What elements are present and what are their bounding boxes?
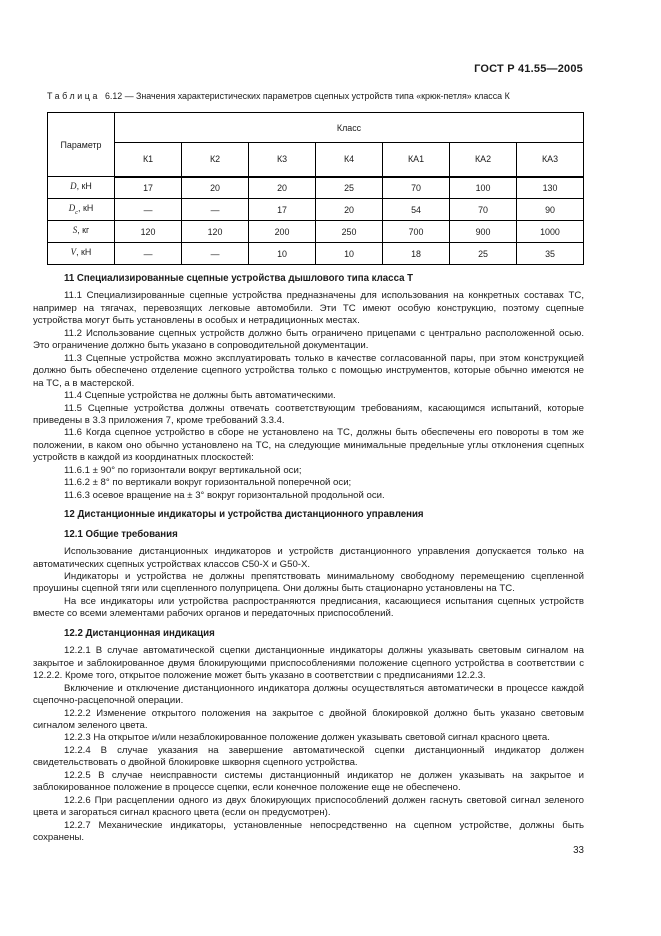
cell-value: 900: [450, 221, 517, 243]
cell-value: 1000: [517, 221, 584, 243]
param-unit: , кН: [76, 247, 92, 258]
param-symbol: V: [70, 247, 77, 258]
cell-value: 70: [383, 177, 450, 199]
cell-value: 120: [182, 221, 249, 243]
clause-11-6-2: 11.6.2 ± 8° по вертикали вокруг горизонтальной поперечной оси;: [64, 477, 352, 489]
clause-11-1: 11.1 Специализированные сцепные устройства предназначены для использования на конкретных составах ТС, например на тягачах, перевозящих легковые автомобили. Эти ТС имеют особую конструкцию, поэтому сцепные устройства могут быть установлены в особых и нетрадиционных местах.: [33, 290, 584, 327]
section-12-2-heading: 12.2 Дистанционная индикация: [64, 627, 215, 639]
cell-value: 200: [249, 221, 316, 243]
param-unit: , кН: [78, 203, 94, 214]
cell-value: 25: [316, 177, 383, 199]
param-symbol: S: [72, 225, 78, 236]
column-header-k1: К1: [115, 143, 182, 177]
cell-value: 17: [115, 177, 182, 199]
row-label-dc: [48, 199, 115, 221]
document-body: [33, 266, 584, 844]
table-header-row-classes: [48, 143, 584, 177]
clause-11-3: 11.3 Сцепные устройства можно эксплуатировать только в качестве согласованной пары, при этом конструкцией должно быть обеспечено отделение сцепного устройства только с помощью инструментов, которые обычно имеются не на ТС, а в мастерской.: [33, 352, 584, 389]
column-header-k2: К2: [182, 143, 249, 177]
clause-12-2-1: 12.2.1 В случае автоматической сцепки дистанционные индикаторы должны указывать световым сигналом на закрытое и заблокированное двумя блокирующими приспособлениями положение сцепного устройства в соответствии с 12.2.2. Кроме того, открытое положение может быть указано в соответствии с предписаниями 12.2.3.: [33, 645, 584, 682]
cell-value: 90: [517, 199, 584, 221]
column-header-class: Класс: [115, 113, 584, 143]
cell-value: 20: [316, 199, 383, 221]
clause-12-2-4: 12.2.4 В случае указания на завершение автоматической сцепки дистанционный индикатор должен свидетельствовать о двойной блокировке шкворня сцепного устройства.: [33, 744, 584, 769]
row-label-s: [48, 221, 115, 243]
column-header-ka3: КА3: [517, 143, 584, 177]
cell-value: —: [182, 243, 249, 265]
table-header-row-class: [48, 113, 584, 143]
cell-value: 54: [383, 199, 450, 221]
parameters-table: [47, 112, 584, 265]
cell-value: 250: [316, 221, 383, 243]
param-unit: , кН: [76, 181, 92, 192]
cell-value: 35: [517, 243, 584, 265]
table-caption: [47, 91, 584, 102]
section-12-1-heading: 12.1 Общие требования: [64, 528, 178, 540]
param-symbol: D: [70, 181, 77, 192]
clause-12-2-7: 12.2.7 Механические индикаторы, установленные непосредственно на сцепном устройстве, должны быть сохранены.: [33, 819, 584, 844]
clause-11-2: 11.2 Использование сцепных устройств должно быть ограничено прицепами с центрально расположенной осью. Это ограничение должно быть указано в сопроводительной документации.: [33, 327, 584, 352]
page-number: 33: [573, 845, 584, 856]
paragraph-12-1-a: Использование дистанционных индикаторов и устройств дистанционного управления допускается только на автоматических сцепных устройствах классов C50-X и G50-X.: [33, 546, 584, 570]
column-header-k4: К4: [316, 143, 383, 177]
column-header-k3: К3: [249, 143, 316, 177]
cell-value: 10: [316, 243, 383, 265]
clause-12-2-6: 12.2.6 При расцеплении одного из двух блокирующих приспособлений должен гаснуть световой сигнал зеленого цвета и загораться сигнал красного цвета (если он предусмотрен).: [33, 794, 584, 819]
cell-value: 18: [383, 243, 450, 265]
clause-11-4: 11.4 Сцепные устройства не должны быть автоматическими.: [64, 390, 336, 402]
table-row: [48, 177, 584, 199]
cell-value: 17: [249, 199, 316, 221]
table-caption-text: — Значения характеристических параметров сцепных устройств типа «крюк-петля» класса К: [124, 91, 510, 101]
clause-11-5: 11.5 Сцепные устройства должны отвечать соответствующим требованиям, касающимся испытаний, которые приведены в 3.3 приложения 7, кроме требований 3.3.4.: [33, 402, 584, 426]
clause-12-2-2: 12.2.2 Изменение открытого положения на закрытое с двойной блокировкой должно быть указано световым сигналом зеленого цвета.: [33, 707, 584, 731]
cell-value: 10: [249, 243, 316, 265]
cell-value: 100: [450, 177, 517, 199]
column-header-ka2: КА2: [450, 143, 517, 177]
cell-value: 20: [182, 177, 249, 199]
clause-11-6-1: 11.6.1 ± 90° по горизонтали вокруг вертикальной оси;: [64, 464, 302, 476]
section-12-heading: 12 Дистанционные индикаторы и устройства дистанционного управления: [64, 509, 424, 521]
clause-11-6: 11.6 Когда сцепное устройство в сборе не установлено на ТС, должны быть обеспечены его повороты в том же положении, в каком оно обычно установлено на ТС, на следующие минимальные предельные углы отклонения сцепных устройств в каждой из координатных плоскостей:: [33, 427, 584, 464]
table-row: [48, 221, 584, 243]
table-caption-number: 6.12: [104, 91, 123, 101]
row-label-v: [48, 243, 115, 265]
cell-value: 120: [115, 221, 182, 243]
paragraph-12-1-c: На все индикаторы или устройства распространяются предписания, касающиеся испытания сцепных устройств вместе со всеми элементами рабочих органов и передаточных приспособлений.: [33, 595, 584, 620]
cell-value: 25: [450, 243, 517, 265]
document-code: ГОСТ Р 41.55—2005: [474, 63, 583, 75]
clause-11-6-3: 11.6.3 осевое вращение на ± 3° вокруг горизонтальной продольной оси.: [64, 489, 385, 501]
param-unit: , кг: [77, 225, 90, 236]
paragraph-12-1-b: Индикаторы и устройства не должны препятствовать минимальному свободному перемещению сцепленной проушины сцепной тяги или сцепленного полуприцепа. Они должны быть стационарно установлены на ТС.: [33, 570, 584, 595]
row-label-d: [48, 177, 115, 199]
column-header-parameter: Параметр: [48, 113, 115, 177]
section-11-heading: 11 Специализированные сцепные устройства дышлового типа класса Т: [64, 273, 414, 284]
cell-value: —: [115, 199, 182, 221]
cell-value: —: [182, 199, 249, 221]
cell-value: 130: [517, 177, 584, 199]
cell-value: 20: [249, 177, 316, 199]
table-row: [48, 199, 584, 221]
clause-12-2-1-b: Включение и отключение дистанционного индикатора должны осуществляться автоматически в процессе каждой сцепочно-расцепочной операции.: [33, 682, 584, 707]
param-subscript: c: [75, 208, 79, 216]
cell-value: 70: [450, 199, 517, 221]
clause-12-2-3: 12.2.3 На открытое и/или незаблокированное положение должен указывать световой сигнал красного цвета.: [64, 732, 550, 744]
param-symbol: D: [68, 203, 76, 214]
cell-value: —: [115, 243, 182, 265]
cell-value: 700: [383, 221, 450, 243]
table-row: [48, 243, 584, 265]
column-header-ka1: КА1: [383, 143, 450, 177]
clause-12-2-5: 12.2.5 В случае неисправности системы дистанционный индикатор не должен указывать на закрытое и заблокированное положение в процессе сцепки, если конечное положение еще не обеспечено.: [33, 769, 584, 794]
table-caption-label: Таблица: [47, 91, 100, 101]
